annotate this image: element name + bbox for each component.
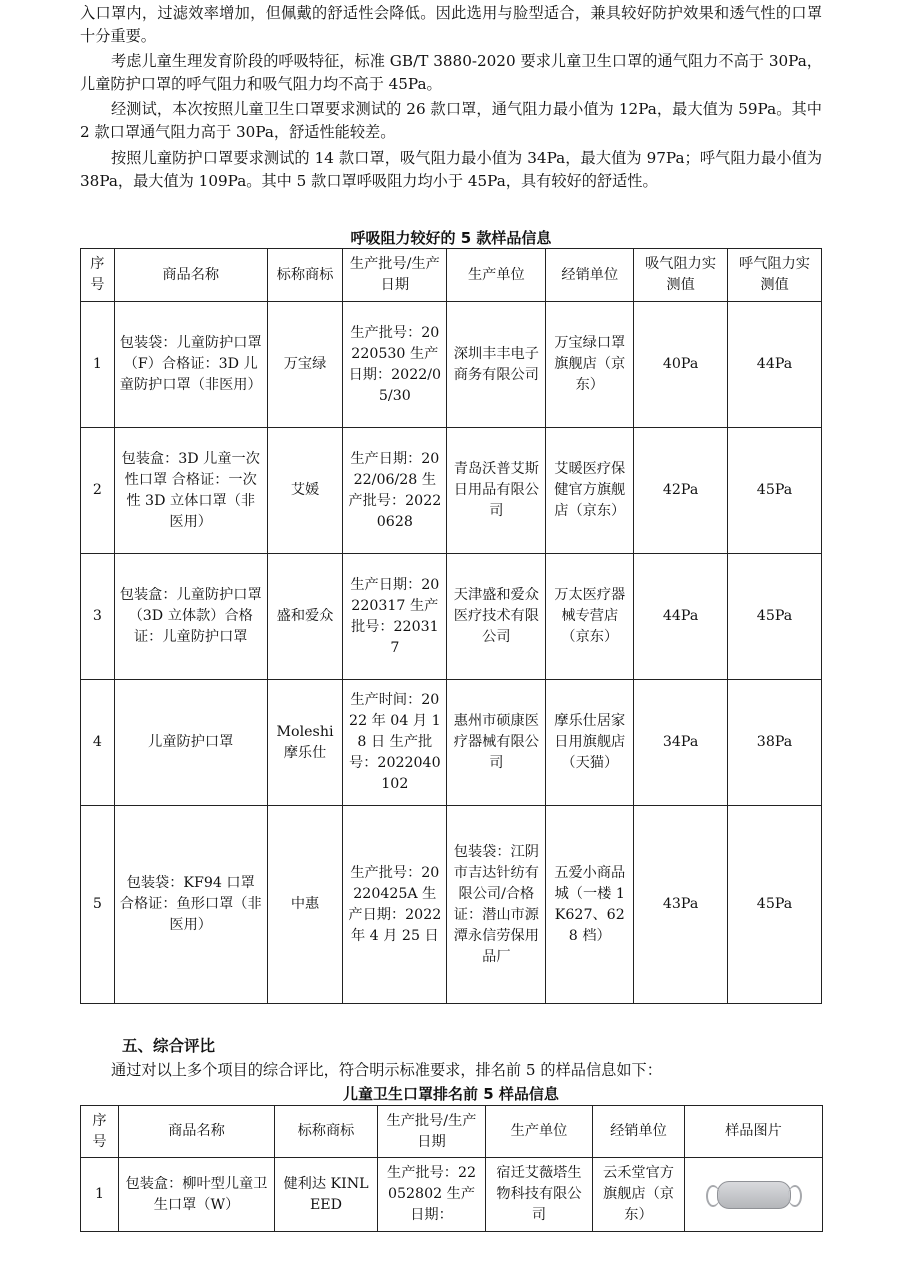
cell-no: 5 <box>81 806 115 1004</box>
cell-seller: 五爱小商品城（一楼 1K627、628 档） <box>546 806 634 1004</box>
cell-exhale: 45Pa <box>728 428 822 554</box>
cell-no: 2 <box>81 428 115 554</box>
paragraph-standard: 考虑儿童生理发育阶段的呼吸特征，标准 GB/T 3880-2020 要求儿童卫生口罩的通气阻力不高于 30Pa，儿童防护口罩的呼气阻力和吸气阻力均不高于 45Pa。 <box>80 52 822 93</box>
cell-exhale: 45Pa <box>728 806 822 1004</box>
cell-maker: 宿迁艾薇塔生物科技有限公司 <box>486 1158 593 1232</box>
cell-no: 4 <box>81 680 115 806</box>
cell-brand: Moleshi 摩乐仕 <box>267 680 343 806</box>
cell-batch: 生产日期：2022/06/28 生产批号：20220628 <box>343 428 447 554</box>
cell-inhale: 43Pa <box>634 806 728 1004</box>
cell-no: 3 <box>81 554 115 680</box>
cell-maker: 包装袋：江阴市吉达针纺有限公司/合格证：潜山市源潭永信劳保用品厂 <box>447 806 546 1004</box>
table-header-row <box>81 1106 823 1158</box>
header-cell: 生产批号/生产日期 <box>343 249 447 302</box>
cell-brand: 艾媛 <box>267 428 343 554</box>
header-cell: 标称商标 <box>275 1106 378 1158</box>
cell-name: 包装盒：柳叶型儿童卫生口罩（W） <box>119 1158 275 1232</box>
cell-name: 包装盒：3D 儿童一次性口罩 合格证：一次性 3D 立体口罩（非医用） <box>114 428 267 554</box>
table1-caption: 呼吸阻力较好的 5 款样品信息 <box>350 229 552 247</box>
cell-batch: 生产时间：2022 年 04 月 18 日 生产批号：2022040102 <box>343 680 447 806</box>
cell-seller: 万太医疗器械专营店（京东） <box>546 554 634 680</box>
cell-inhale: 42Pa <box>634 428 728 554</box>
table-row <box>81 302 822 428</box>
paragraph-hygiene-test: 经测试，本次按照儿童卫生口罩要求测试的 26 款口罩，通气阻力最小值为 12Pa，最大值为 59Pa。其中 2 款口罩通气阻力高于 30Pa，舒适性能较差。 <box>80 100 822 141</box>
cell-inhale: 44Pa <box>634 554 728 680</box>
breathing-resistance-table <box>80 248 822 1004</box>
top5-hygiene-table <box>80 1105 823 1232</box>
cell-maker: 天津盛和爱众医疗技术有限公司 <box>447 554 546 680</box>
cell-name: 儿童防护口罩 <box>114 680 267 806</box>
cell-name: 包装盒：儿童防护口罩（3D 立体款）合格证：儿童防护口罩 <box>114 554 267 680</box>
cell-seller: 云禾堂官方旗舰店（京东） <box>593 1158 685 1232</box>
cell-batch: 生产批号：20220425A 生产日期：2022 年 4 月 25 日 <box>343 806 447 1004</box>
table-row <box>81 428 822 554</box>
section-title: 五、综合评比 <box>122 1037 216 1055</box>
cell-brand: 中惠 <box>267 806 343 1004</box>
cell-batch: 生产批号：20220530 生产日期：2022/05/30 <box>343 302 447 428</box>
header-cell: 呼气阻力实测值 <box>728 249 822 302</box>
cell-exhale: 38Pa <box>728 680 822 806</box>
cell-inhale: 40Pa <box>634 302 728 428</box>
cell-brand: 万宝绿 <box>267 302 343 428</box>
table2-caption: 儿童卫生口罩排名前 5 样品信息 <box>343 1085 559 1103</box>
header-cell: 商品名称 <box>114 249 267 302</box>
cell-image <box>685 1158 823 1232</box>
cell-no: 1 <box>81 1158 119 1232</box>
header-cell: 商品名称 <box>119 1106 275 1158</box>
header-cell: 经销单位 <box>546 249 634 302</box>
cell-maker: 惠州市硕康医疗器械有限公司 <box>447 680 546 806</box>
header-cell: 序号 <box>81 249 115 302</box>
cell-name: 包装袋：KF94 口罩 合格证：鱼形口罩（非医用） <box>114 806 267 1004</box>
cell-seller: 万宝绿口罩旗舰店（京东） <box>546 302 634 428</box>
table-row <box>81 680 822 806</box>
header-cell: 生产单位 <box>486 1106 593 1158</box>
cell-maker: 青岛沃普艾斯日用品有限公司 <box>447 428 546 554</box>
header-cell: 序号 <box>81 1106 119 1158</box>
header-cell: 吸气阻力实测值 <box>634 249 728 302</box>
table-row <box>81 1158 823 1232</box>
cell-exhale: 45Pa <box>728 554 822 680</box>
cell-seller: 艾暖医疗保健官方旗舰店（京东） <box>546 428 634 554</box>
cell-no: 1 <box>81 302 115 428</box>
paragraph-protective-test: 按照儿童防护口罩要求测试的 14 款口罩，吸气阻力最小值为 34Pa，最大值为 97Pa；呼气阻力最小值为 38Pa，最大值为 109Pa。其中 5 款口罩呼吸阻力均小于 45Pa，具有较好的舒适性。 <box>80 149 822 190</box>
header-cell: 生产批号/生产日期 <box>378 1106 486 1158</box>
cell-batch: 生产日期：20220317 生产批号：220317 <box>343 554 447 680</box>
cell-name: 包装袋：儿童防护口罩（F）合格证：3D 儿童防护口罩（非医用） <box>114 302 267 428</box>
section-intro: 通过对以上多个项目的综合评比，符合明示标准要求，排名前 5 的样品信息如下： <box>111 1061 662 1079</box>
cell-brand: 盛和爱众 <box>267 554 343 680</box>
cell-exhale: 44Pa <box>728 302 822 428</box>
header-cell: 生产单位 <box>447 249 546 302</box>
cell-maker: 深圳丰丰电子商务有限公司 <box>447 302 546 428</box>
mask-product-image <box>717 1181 791 1209</box>
table-row <box>81 806 822 1004</box>
table-row <box>81 554 822 680</box>
cell-seller: 摩乐仕居家日用旗舰店（天猫） <box>546 680 634 806</box>
header-cell: 样品图片 <box>685 1106 823 1158</box>
cell-brand: 健利达 KINLEED <box>275 1158 378 1232</box>
header-cell: 经销单位 <box>593 1106 685 1158</box>
table-header-row <box>81 249 822 302</box>
header-cell: 标称商标 <box>267 249 343 302</box>
cell-batch: 生产批号：22052802 生产日期： <box>378 1158 486 1232</box>
cell-inhale: 34Pa <box>634 680 728 806</box>
paragraph-filter-comfort: 入口罩内，过滤效率增加，但佩戴的舒适性会降低。因此选用与脸型适合，兼具较好防护效果和透气性的口罩十分重要。 <box>80 4 822 45</box>
